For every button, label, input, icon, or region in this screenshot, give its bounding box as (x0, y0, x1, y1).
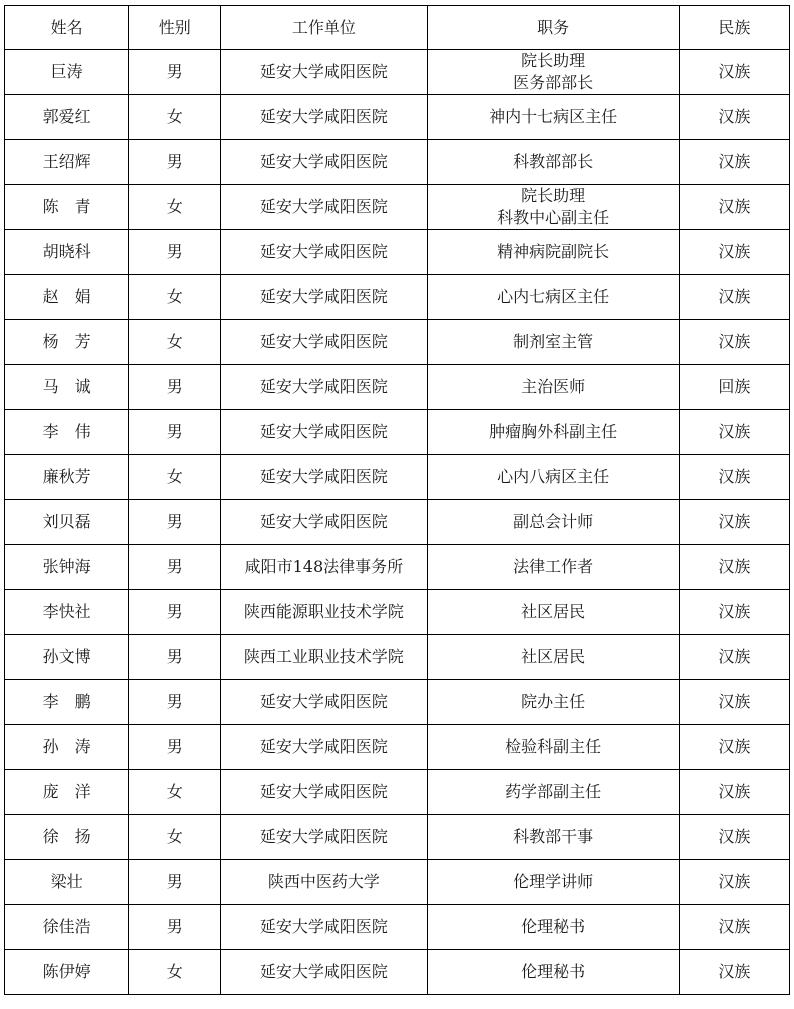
cell-name: 孙 涛 (5, 725, 129, 770)
cell-role (427, 365, 679, 410)
table-row (5, 95, 790, 140)
cell-role (427, 635, 679, 680)
cell-name: 李快社 (5, 590, 129, 635)
cell-unit: 延安大学咸阳医院 (221, 320, 427, 365)
cell-unit: 延安大学咸阳医院 (221, 815, 427, 860)
cell-ethnicity: 汉族 (679, 185, 789, 230)
cell-name: 郭爱红 (5, 95, 129, 140)
table-row (5, 320, 790, 365)
role-line: 院办主任 (521, 692, 586, 711)
cell-sex: 女 (129, 320, 221, 365)
cell-sex: 女 (129, 95, 221, 140)
cell-name: 李 伟 (5, 410, 129, 455)
cell-ethnicity: 汉族 (679, 590, 789, 635)
table-row (5, 770, 790, 815)
cell-sex: 女 (129, 950, 221, 995)
cell-role (427, 500, 679, 545)
cell-role (427, 725, 679, 770)
cell-sex: 男 (129, 860, 221, 905)
cell-unit: 延安大学咸阳医院 (221, 500, 427, 545)
cell-role (427, 455, 679, 500)
cell-name: 刘贝磊 (5, 500, 129, 545)
cell-unit: 延安大学咸阳医院 (221, 725, 427, 770)
cell-unit: 陕西能源职业技术学院 (221, 590, 427, 635)
role-line: 伦理学讲师 (513, 872, 594, 891)
cell-unit: 咸阳市148法律事务所 (221, 545, 427, 590)
header-role: 职务 (427, 6, 679, 50)
cell-ethnicity: 汉族 (679, 905, 789, 950)
cell-name: 李 鹏 (5, 680, 129, 725)
cell-ethnicity: 汉族 (679, 680, 789, 725)
table-header (5, 6, 790, 50)
table-row (5, 860, 790, 905)
role-line: 主治医师 (521, 377, 586, 396)
cell-role (427, 275, 679, 320)
cell-name: 梁壮 (5, 860, 129, 905)
cell-role (427, 140, 679, 185)
cell-ethnicity: 回族 (679, 365, 789, 410)
cell-name: 张钟海 (5, 545, 129, 590)
role-line: 院长助理 (521, 186, 586, 205)
cell-sex: 女 (129, 455, 221, 500)
table-row (5, 905, 790, 950)
cell-role (427, 545, 679, 590)
role-line: 副总会计师 (513, 512, 594, 531)
role-line: 科教部干事 (513, 827, 594, 846)
cell-role (427, 905, 679, 950)
cell-name: 赵 娟 (5, 275, 129, 320)
cell-role (427, 770, 679, 815)
cell-unit: 延安大学咸阳医院 (221, 905, 427, 950)
cell-sex: 男 (129, 725, 221, 770)
cell-unit: 陕西工业职业技术学院 (221, 635, 427, 680)
table-row (5, 455, 790, 500)
role-line: 检验科副主任 (505, 737, 602, 756)
cell-role (427, 185, 679, 230)
role-line: 伦理秘书 (521, 962, 586, 981)
cell-sex: 男 (129, 410, 221, 455)
table-row (5, 950, 790, 995)
cell-unit: 陕西中医药大学 (221, 860, 427, 905)
role-line: 心内七病区主任 (497, 287, 610, 306)
cell-sex: 女 (129, 275, 221, 320)
cell-ethnicity: 汉族 (679, 320, 789, 365)
cell-sex: 男 (129, 635, 221, 680)
cell-ethnicity: 汉族 (679, 500, 789, 545)
cell-sex: 男 (129, 50, 221, 95)
header-unit: 工作单位 (221, 6, 427, 50)
cell-sex: 女 (129, 770, 221, 815)
cell-unit: 延安大学咸阳医院 (221, 770, 427, 815)
cell-name: 胡晓科 (5, 230, 129, 275)
cell-ethnicity: 汉族 (679, 410, 789, 455)
cell-sex: 男 (129, 680, 221, 725)
role-line: 法律工作者 (513, 557, 594, 576)
cell-unit: 延安大学咸阳医院 (221, 230, 427, 275)
cell-unit: 延安大学咸阳医院 (221, 455, 427, 500)
cell-name: 庞 洋 (5, 770, 129, 815)
cell-unit: 延安大学咸阳医院 (221, 680, 427, 725)
cell-role (427, 410, 679, 455)
cell-sex: 男 (129, 905, 221, 950)
role-line: 精神病院副院长 (497, 242, 610, 261)
cell-role (427, 50, 679, 95)
table-body (5, 50, 790, 995)
cell-sex: 男 (129, 590, 221, 635)
table-row (5, 815, 790, 860)
cell-ethnicity: 汉族 (679, 50, 789, 95)
cell-ethnicity: 汉族 (679, 545, 789, 590)
role-line: 心内八病区主任 (497, 467, 610, 486)
cell-ethnicity: 汉族 (679, 950, 789, 995)
cell-sex: 男 (129, 140, 221, 185)
cell-ethnicity: 汉族 (679, 770, 789, 815)
cell-role (427, 95, 679, 140)
cell-ethnicity: 汉族 (679, 275, 789, 320)
cell-sex: 男 (129, 545, 221, 590)
role-line: 药学部副主任 (505, 782, 602, 801)
cell-role (427, 590, 679, 635)
role-line: 院长助理 (521, 51, 586, 70)
table-row (5, 410, 790, 455)
cell-sex: 女 (129, 185, 221, 230)
cell-name: 徐 扬 (5, 815, 129, 860)
cell-name: 孙文博 (5, 635, 129, 680)
cell-unit: 延安大学咸阳医院 (221, 275, 427, 320)
cell-sex: 男 (129, 500, 221, 545)
role-line: 医务部部长 (513, 73, 594, 92)
cell-ethnicity: 汉族 (679, 230, 789, 275)
role-line: 科教中心副主任 (497, 208, 610, 227)
cell-role (427, 320, 679, 365)
cell-role (427, 230, 679, 275)
cell-role (427, 815, 679, 860)
cell-role (427, 950, 679, 995)
role-line: 肿瘤胸外科副主任 (489, 422, 618, 441)
table-row (5, 500, 790, 545)
cell-name: 巨涛 (5, 50, 129, 95)
cell-ethnicity: 汉族 (679, 95, 789, 140)
header-ethnicity: 民族 (679, 6, 789, 50)
table-row (5, 545, 790, 590)
header-row (5, 6, 790, 50)
cell-name: 廉秋芳 (5, 455, 129, 500)
cell-unit: 延安大学咸阳医院 (221, 95, 427, 140)
table-row (5, 140, 790, 185)
table-row (5, 275, 790, 320)
header-sex: 性别 (129, 6, 221, 50)
cell-unit: 延安大学咸阳医院 (221, 140, 427, 185)
table-row (5, 365, 790, 410)
table-row (5, 230, 790, 275)
cell-unit: 延安大学咸阳医院 (221, 950, 427, 995)
cell-ethnicity: 汉族 (679, 455, 789, 500)
cell-sex: 男 (129, 365, 221, 410)
cell-ethnicity: 汉族 (679, 140, 789, 185)
cell-name: 王绍辉 (5, 140, 129, 185)
cell-role (427, 860, 679, 905)
cell-ethnicity: 汉族 (679, 725, 789, 770)
table-row (5, 50, 790, 95)
role-line: 制剂室主管 (513, 332, 594, 351)
cell-name: 杨 芳 (5, 320, 129, 365)
role-line: 伦理秘书 (521, 917, 586, 936)
cell-unit: 延安大学咸阳医院 (221, 185, 427, 230)
role-line: 神内十七病区主任 (489, 107, 618, 126)
cell-unit: 延安大学咸阳医院 (221, 365, 427, 410)
table-row (5, 590, 790, 635)
table-row (5, 635, 790, 680)
table-row (5, 185, 790, 230)
cell-role (427, 680, 679, 725)
cell-sex: 女 (129, 815, 221, 860)
cell-ethnicity: 汉族 (679, 635, 789, 680)
cell-unit: 延安大学咸阳医院 (221, 50, 427, 95)
cell-name: 徐佳浩 (5, 905, 129, 950)
member-table (4, 5, 790, 995)
cell-name: 陈伊婷 (5, 950, 129, 995)
table-row (5, 680, 790, 725)
role-line: 社区居民 (521, 647, 586, 666)
cell-name: 马 诚 (5, 365, 129, 410)
cell-sex: 男 (129, 230, 221, 275)
cell-name: 陈 青 (5, 185, 129, 230)
role-line: 科教部部长 (513, 152, 594, 171)
table-row (5, 725, 790, 770)
cell-ethnicity: 汉族 (679, 815, 789, 860)
cell-ethnicity: 汉族 (679, 860, 789, 905)
cell-unit: 延安大学咸阳医院 (221, 410, 427, 455)
header-name: 姓名 (5, 6, 129, 50)
role-line: 社区居民 (521, 602, 586, 621)
